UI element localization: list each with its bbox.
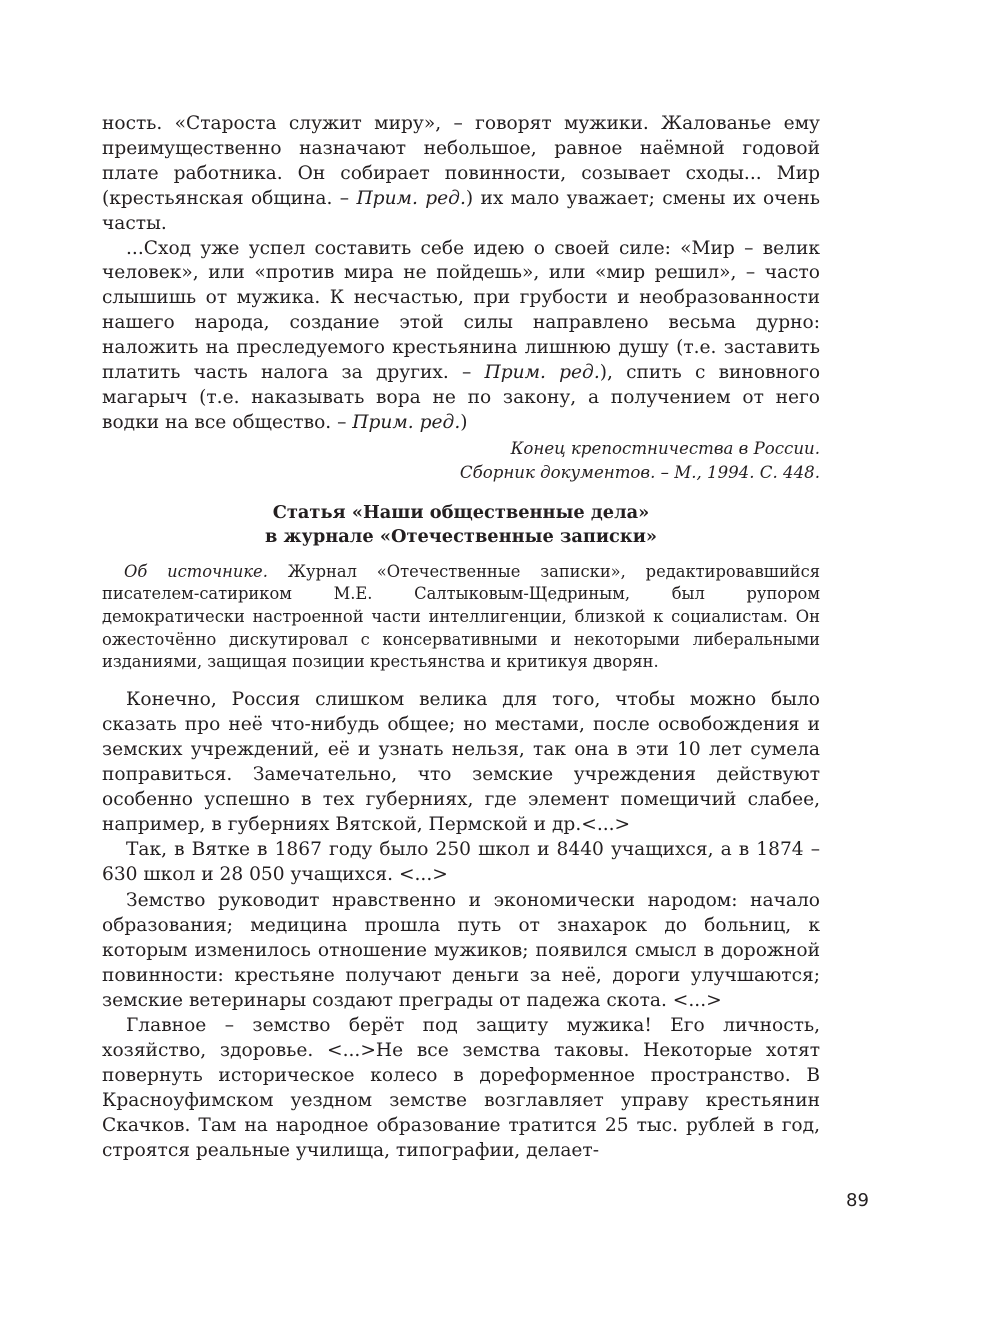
paragraph: Земство руководит нравственно и экономически народом: начало образования; медицина прошла путь от знахарок до больниц, к которым изменилось отношение мужиков; появился смысл в дорожной повинности: крестьяне получают деньги за неё, дороги улучшаются; земские ветеринары создают преграды от падежа скота. <...> (102, 889, 820, 1011)
quoted-document (102, 112, 820, 436)
paragraph: ...Сход уже успел составить себе идею о своей силе: «Мир – велик человек», или «против мира не пойдешь», или «мир решил», – часто слышишь от мужика. К несчастью, при грубости и необразованности нашего народа, создание этой силы направлено весьма дурно: наложить на преследуемого крестьянина лишнюю душу (т.е. заставить платить часть налога за других. – Прим. ред.), спить с виновного магарыч (т.е. наказывать вора не по закону, а получением от него водки на все общество. – Прим. ред.) (102, 237, 821, 433)
paragraph: Так, в Вятке в 1867 году было 250 школ и 8440 учащихся, а в 1874 – 630 школ и 28 050 учащихся. <...> (102, 839, 820, 886)
editor-note: Прим. ред. (352, 411, 461, 433)
page-number: 89 (846, 1190, 869, 1211)
source-description: Об источнике. Журнал «Отечественные записки», редактировавшийся писателем-сатириком М.Е. Салтыковым-Щедриным, был рупором демократически настроенной части интеллигенции, близкой к социалистам. Он ожесточённо дискутировал с консервативными и некоторыми либеральными изданиями, защищая позиции крестьянства и критикуя дворян. (102, 561, 820, 672)
editor-note: Прим. ред. (484, 362, 600, 384)
paragraph: ность. «Староста служит миру», – говорят мужики. Жалованье ему преимущественно назначают небольшое, равное наёмной годовой плате работника. Он собирает повинности, созывает сходы... Мир (крестьянская община. – Прим. ред.) их мало уважает; смены их очень часты. (102, 113, 821, 234)
about-lead: Об источнике. (124, 561, 268, 581)
section-title: Статья «Наши общественные дела» в журнале «Отечественные записки» (264, 501, 658, 547)
paragraph: Конечно, Россия слишком велика для того, чтобы можно было сказать про неё что-нибудь общее; но местами, после освобождения и земских учреждений, её и узнать нельзя, так она в эти 10 лет сумела поправиться. Замечательно, что земские учреждения действуют особенно успешно в тех губерниях, где элемент помещичий слабее, например, в губерниях Вятской, Пермской и др.<...> (102, 688, 820, 836)
page-content (102, 112, 820, 1164)
editor-note: Прим. ред. (356, 187, 466, 209)
paragraph: Главное – земство берёт под защиту мужика! Его личность, хозяйство, здоровье. <...>Не все земства таковы. Некоторые хотят повернуть историческое колесо в дореформенное пространство. В Красноуфимском уездном земстве возглавляет управу крестьянин Скачков. Там на народное образование тратится 25 тыс. рублей в год, строятся реальные училища, типографии, делает- (102, 1014, 820, 1162)
source-citation: Конец крепостничества в России. Сборник документов. – М., 1994. С. 448. (459, 438, 820, 483)
article-excerpt (102, 687, 820, 1164)
